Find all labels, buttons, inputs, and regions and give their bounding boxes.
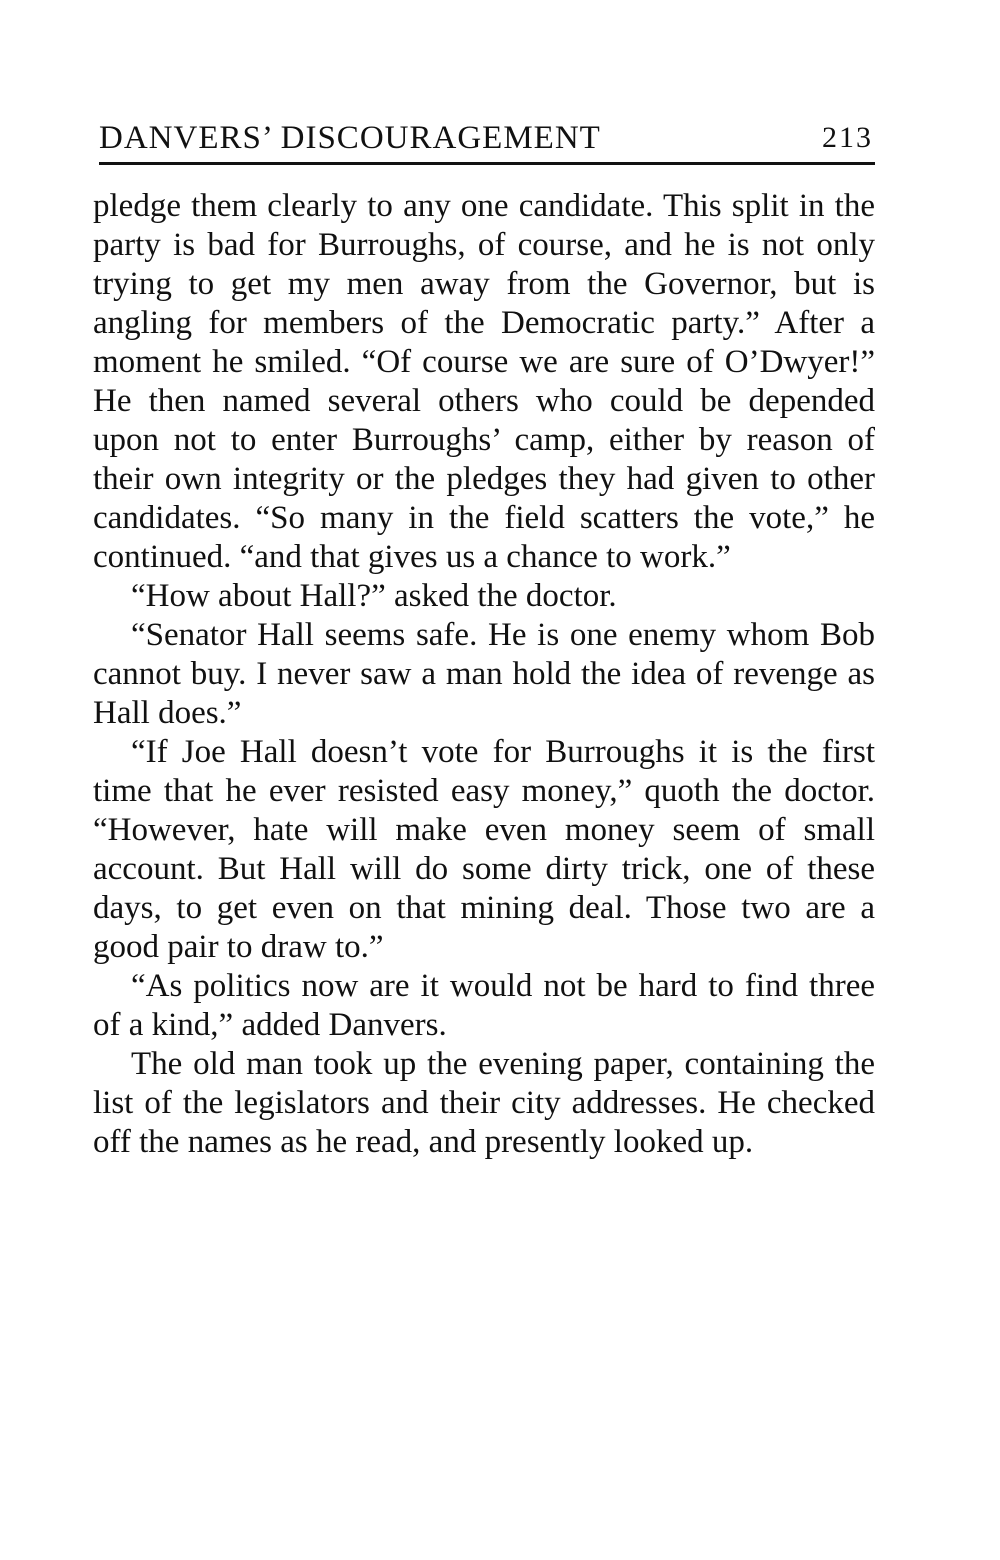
page-number: 213	[822, 121, 873, 154]
paragraph: “If Joe Hall doesn’t vote for Burroughs it is the first time that he ever resisted easy money,” quoth the doctor. “However, hate will make even money seem of small account. But Hall will do some dirty trick, one of these days, to get even on that mining deal. Those two are a good pair to draw to.”	[93, 734, 875, 965]
running-head	[99, 118, 875, 165]
paragraph: “Senator Hall seems safe. He is one enemy whom Bob cannot buy. I never saw a man hold the idea of revenge as Hall does.”	[93, 617, 875, 731]
paragraph: “As politics now are it would not be hard to find three of a kind,” added Danvers.	[93, 968, 875, 1043]
book-page	[93, 118, 875, 1162]
paragraph: “How about Hall?” asked the doctor.	[131, 578, 617, 614]
chapter-title: DANVERS’ DISCOURAGEMENT	[99, 120, 601, 156]
paragraph: The old man took up the evening paper, containing the list of the legislators and their city addresses. He checked off the names as he read, and presently looked up.	[93, 1046, 875, 1160]
body-text	[93, 187, 875, 1162]
paragraph: pledge them clearly to any one candidate. This split in the party is bad for Burroughs, of course, and he is not only trying to get my men away from the Governor, but is angling for members of the Democratic party.” After a moment he smiled. “Of course we are sure of O’Dwyer!” He then named several others who could be depended upon not to enter Burroughs’ camp, either by reason of their own integrity or the pledges they had given to other candidates. “So many in the field scatters the vote,” he continued. “and that gives us a chance to work.”	[93, 188, 875, 575]
